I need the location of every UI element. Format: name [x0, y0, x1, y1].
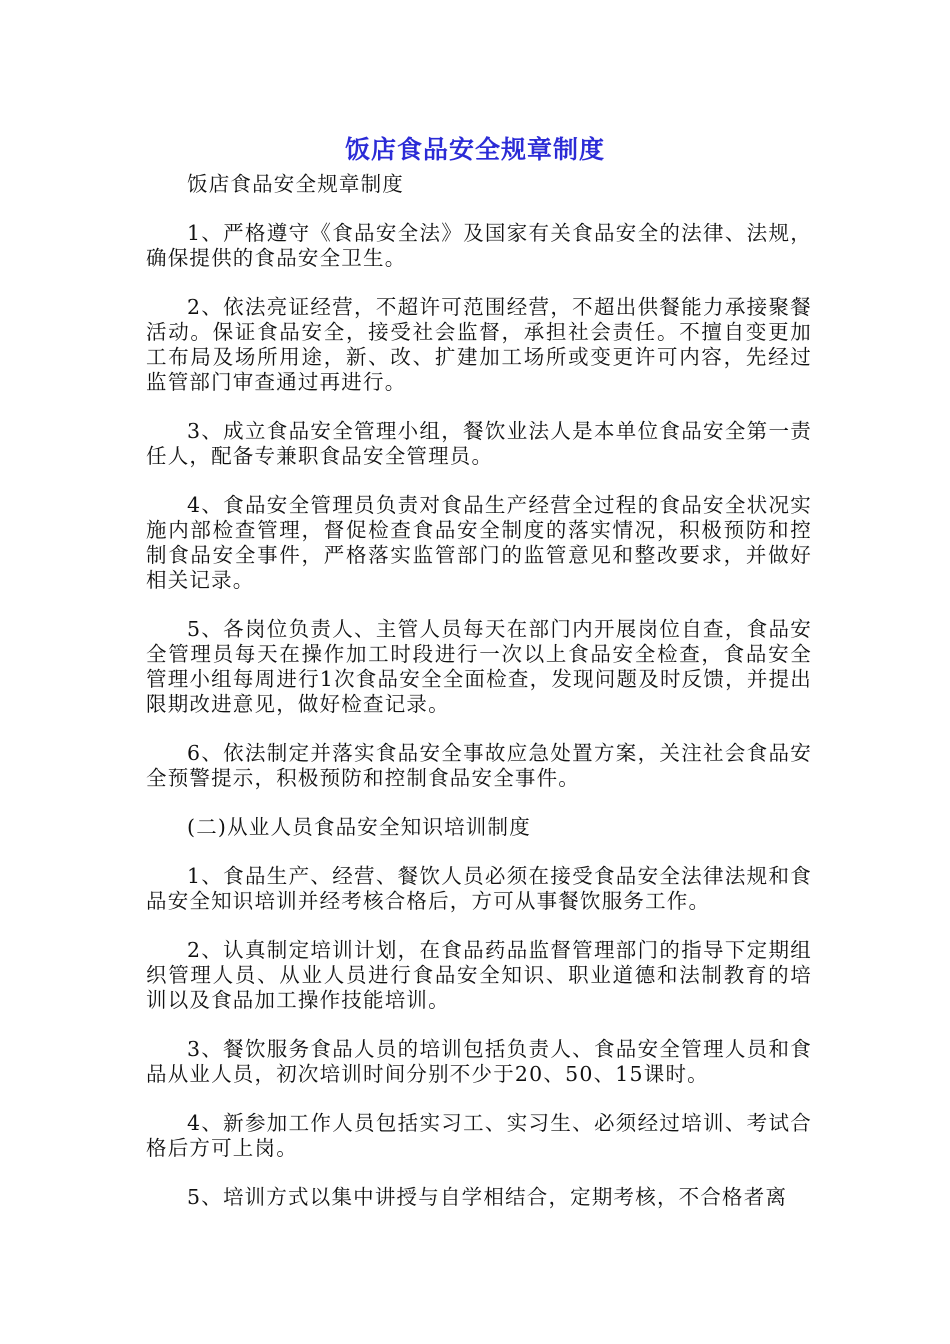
training-paragraph-1: 1、食品生产、经营、餐饮人员必须在接受食品安全法律法规和食品安全知识培训并经考核合格后，方可从事餐饮服务工作。 — [146, 864, 812, 913]
training-paragraph-3: 3、餐饮服务食品人员的培训包括负责人、食品安全管理人员和食品从业人员，初次培训时间分别不少于20、50、15课时。 — [146, 1037, 812, 1086]
training-paragraph-2: 2、认真制定培训计划，在食品药品监督管理部门的指导下定期组织管理人员、从业人员进行食品安全知识、职业道德和法制教育的培训以及食品加工操作技能培训。 — [146, 938, 812, 1012]
training-paragraph-4: 4、新参加工作人员包括实习工、实习生、必须经过培训、考试合格后方可上岗。 — [146, 1111, 812, 1160]
paragraph-6: 6、依法制定并落实食品安全事故应急处置方案，关注社会食品安全预警提示，积极预防和控制食品安全事件。 — [146, 741, 812, 790]
paragraph-1: 1、严格遵守《食品安全法》及国家有关食品安全的法律、法规，确保提供的食品安全卫生。 — [146, 221, 812, 270]
document-body — [146, 172, 812, 1234]
paragraph-5: 5、各岗位负责人、主管人员每天在部门内开展岗位自查，食品安全管理员每天在操作加工时段进行一次以上食品安全检查，食品安全管理小组每周进行1次食品安全全面检查，发现问题及时反馈，并提出限期改进意见，做好检查记录。 — [146, 617, 812, 716]
section-heading-training: (二)从业人员食品安全知识培训制度 — [187, 815, 531, 839]
document-title: 饭店食品安全规章制度 — [344, 135, 605, 164]
paragraph-2: 2、依法亮证经营，不超许可范围经营，不超出供餐能力承接聚餐活动。保证食品安全，接受社会监督，承担社会责任。不擅自变更加工布局及场所用途，新、改、扩建加工场所或变更许可内容，先经过监管部门审查通过再进行。 — [146, 295, 812, 394]
training-paragraph-5: 5、培训方式以集中讲授与自学相结合，定期考核，不合格者离 — [187, 1185, 788, 1209]
paragraph-4: 4、食品安全管理员负责对食品生产经营全过程的食品安全状况实施内部检查管理，督促检查食品安全制度的落实情况，积极预防和控制食品安全事件，严格落实监管部门的监管意见和整改要求，并做好相关记录。 — [146, 493, 812, 592]
paragraph-3: 3、成立食品安全管理小组，餐饮业法人是本单位食品安全第一责任人，配备专兼职食品安全管理员。 — [146, 419, 812, 468]
paragraph-subtitle: 饭店食品安全规章制度 — [187, 172, 404, 196]
